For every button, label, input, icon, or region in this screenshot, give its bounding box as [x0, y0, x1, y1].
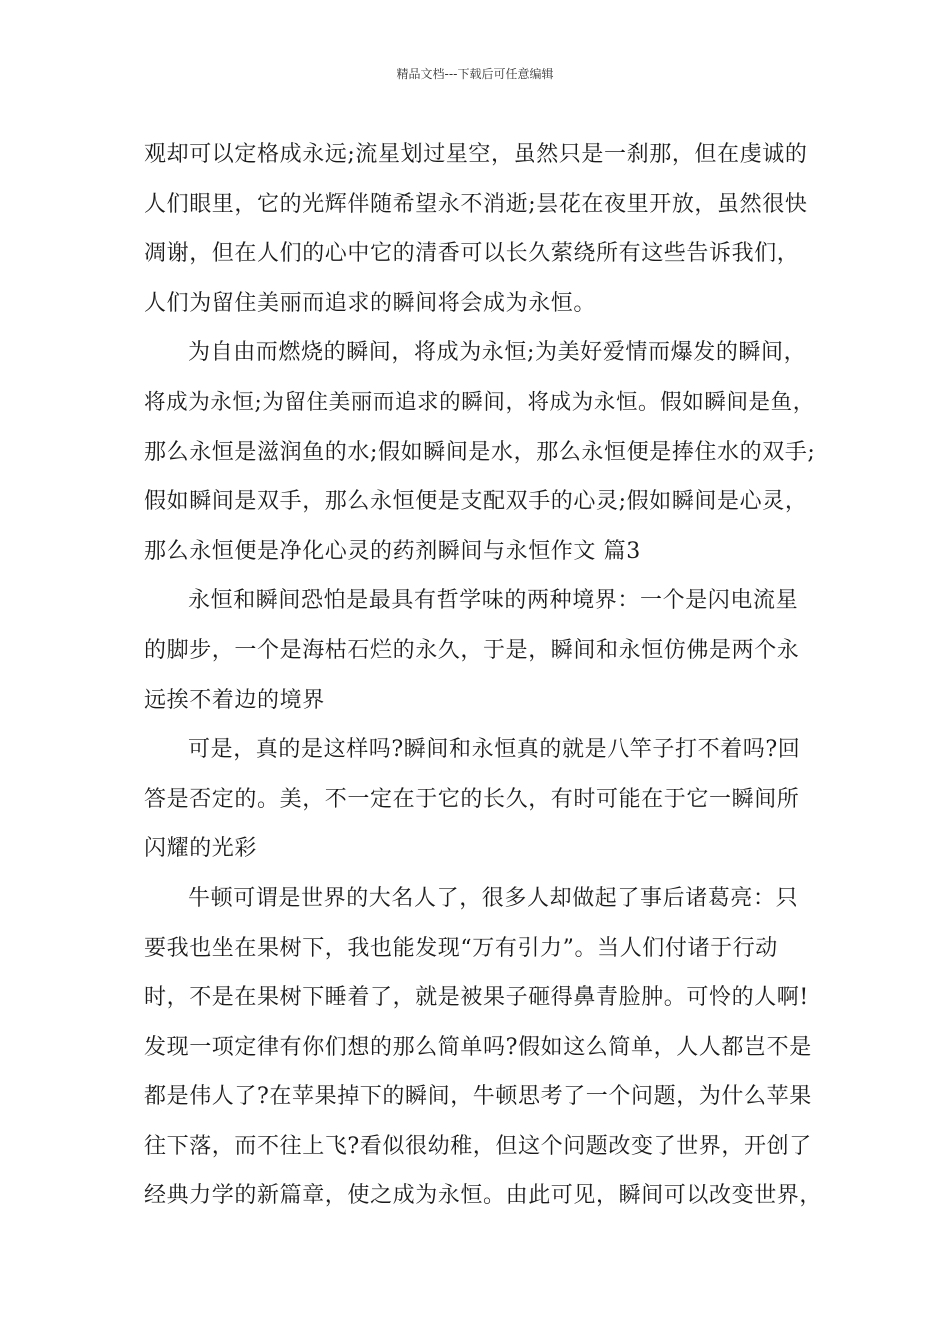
text-line: 的脚步，一个是海枯石烂的永久，于是，瞬间和永恒仿佛是两个永	[144, 637, 800, 663]
text-line: 经典力学的新篇章，使之成为永恒。由此可见，瞬间可以改变世界，	[144, 1183, 823, 1209]
text-line: 将成为永恒;为留住美丽而追求的瞬间，将成为永恒。假如瞬间是鱼，	[144, 389, 815, 415]
text-line: 远挨不着边的境界	[144, 687, 325, 713]
text-line: 闪耀的光彩	[144, 836, 258, 862]
document-body	[144, 130, 824, 1221]
text-line: 答是否定的。美，不一定在于它的长久，有时可能在于它一瞬间所	[144, 786, 800, 812]
text-line: 可是，真的是这样吗?瞬间和永恒真的就是八竿子打不着吗?回	[188, 737, 801, 763]
text-line: 人们眼里，它的光辉伴随希望永不消逝;昙花在夜里开放，虽然很快	[144, 191, 808, 217]
text-line: 往下落，而不往上飞?看似很幼稚，但这个问题改变了世界，开创了	[144, 1133, 812, 1159]
text-line: 都是伟人了?在苹果掉下的瞬间，牛顿思考了一个问题，为什么苹果	[144, 1084, 812, 1110]
text-line: 观却可以定格成永远;流星划过星空，虽然只是一刹那，但在虔诚的	[144, 142, 808, 167]
text-line: 要我也坐在果树下，我也能发现“万有引力”。当人们付诸于行动	[144, 935, 778, 961]
text-line: 牛顿可谓是世界的大名人了，很多人却做起了事后诸葛亮：只	[188, 885, 799, 911]
text-line: 永恒和瞬间恐怕是最具有哲学味的两种境界：一个是闪电流星	[188, 588, 799, 614]
text-line: 假如瞬间是双手，那么永恒便是支配双手的心灵;假如瞬间是心灵，	[144, 489, 808, 515]
text-line: 那么永恒是滋润鱼的水;假如瞬间是水，那么永恒便是捧住水的双手;	[144, 439, 816, 465]
text-line: 凋谢，但在人们的心中它的清香可以长久萦绕所有这些告诉我们，	[144, 241, 800, 267]
text-line: 人们为留住美丽而追求的瞬间将会成为永恒。	[144, 290, 597, 316]
page-header: 精品文档---下载后可任意编辑	[396, 67, 554, 81]
text-line: 发现一项定律有你们想的那么简单吗?假如这么简单，人人都岂不是	[144, 1034, 812, 1060]
text-line: 为自由而燃烧的瞬间，将成为永恒;为美好爱情而爆发的瞬间，	[188, 340, 807, 366]
text-line: 时，不是在果树下睡着了，就是被果子砸得鼻青脸肿。可怜的人啊!	[144, 985, 809, 1011]
text-line: 那么永恒便是净化心灵的药剂瞬间与永恒作文 篇3	[144, 538, 641, 564]
